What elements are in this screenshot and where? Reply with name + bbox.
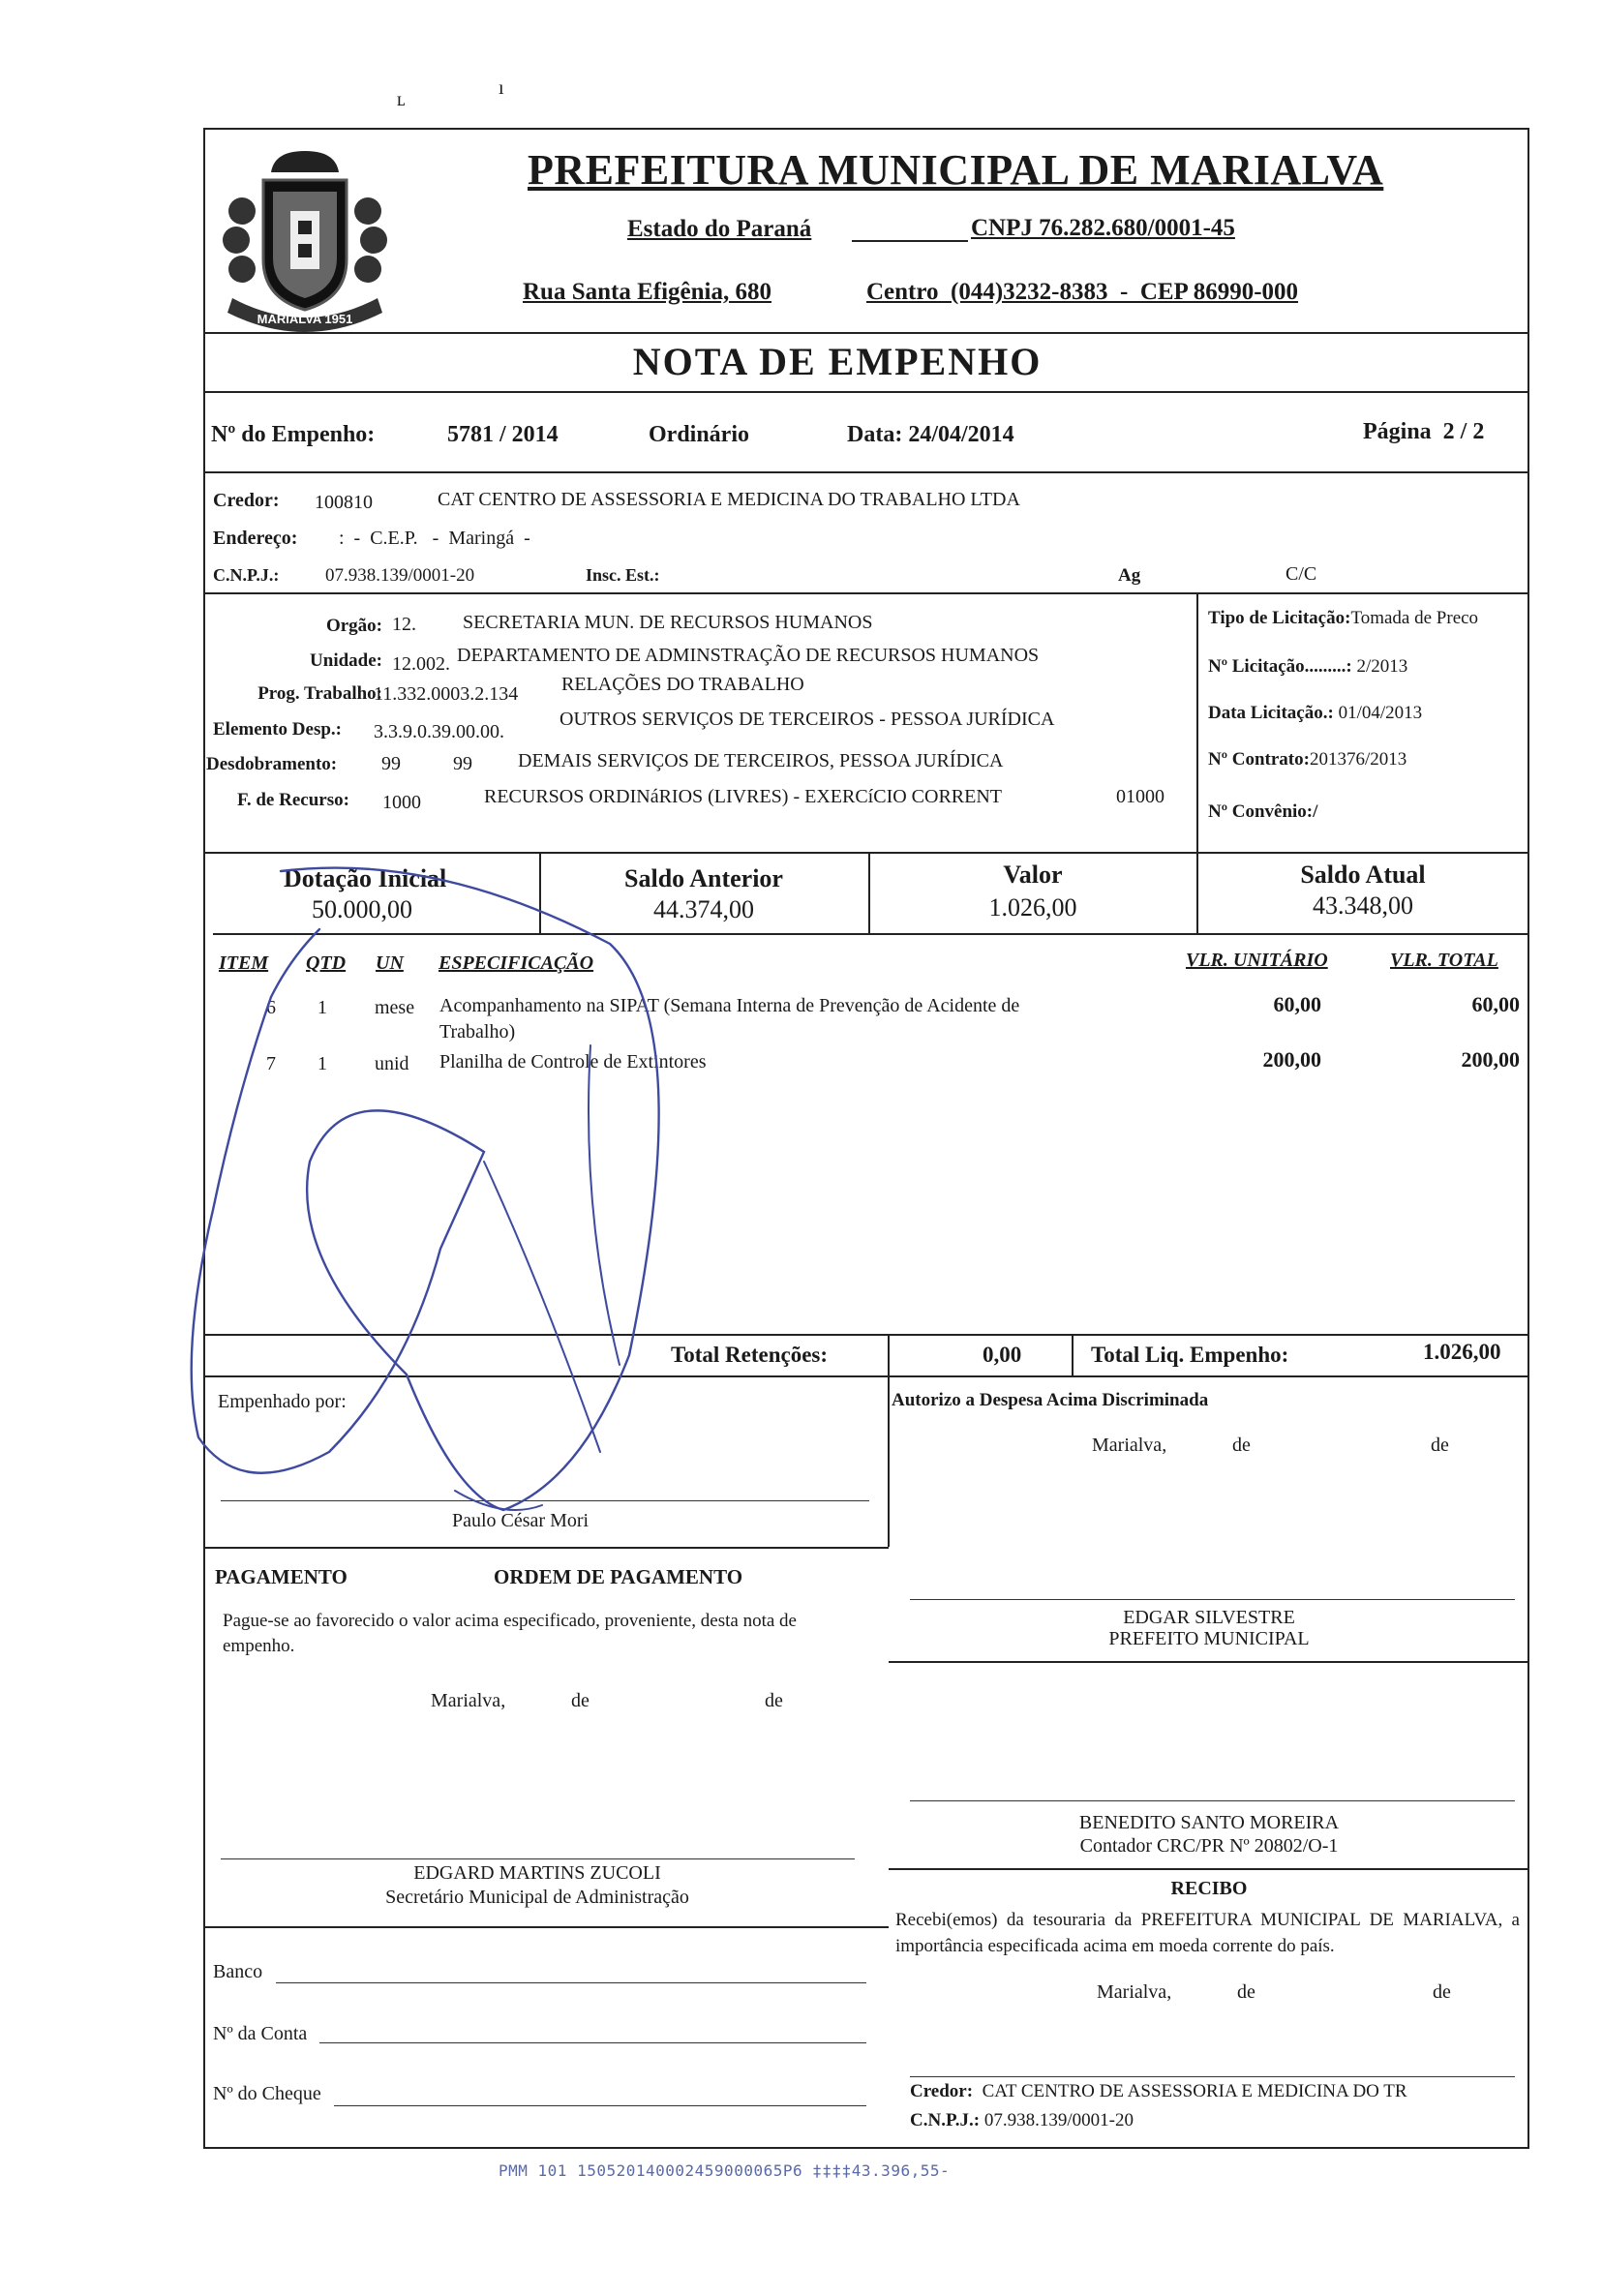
- svg-text:MARIALVA 1951: MARIALVA 1951: [257, 312, 353, 326]
- item-spec: Acompanhamento na SIPAT (Semana Interna de Prevenção de Acidente de: [439, 995, 1020, 1016]
- signature-line: [910, 1599, 1515, 1600]
- cheque-label: Nº do Cheque: [213, 2083, 321, 2104]
- item-total: 60,00: [1471, 992, 1520, 1016]
- licitacao-date: Data Licitação.: 01/04/2013: [1208, 703, 1423, 723]
- divider: [203, 592, 1529, 594]
- secretary-title: Secretário Municipal de Administração: [385, 1887, 689, 1908]
- licitacao-type: Tipo de Licitação:Tomada de Preco: [1208, 608, 1479, 628]
- desdobramento-code: 99: [381, 753, 401, 774]
- item-total: 200,00: [1461, 1047, 1520, 1072]
- banco-field[interactable]: [276, 1982, 866, 1983]
- licitacao-number: Nº Licitação.........: 2/2013: [1208, 656, 1408, 677]
- address-street: Rua Santa Efigênia, 680: [523, 279, 771, 305]
- autorizo-text: Autorizo a Despesa Acima Discriminada: [892, 1390, 1209, 1410]
- item-spec-cont: Trabalho): [439, 1021, 516, 1042]
- col-qtd: QTD: [306, 952, 347, 974]
- col-unit-price: VLR. UNITÁRIO: [1186, 950, 1328, 971]
- item-unit: mese: [375, 997, 415, 1018]
- recurso-name: RECURSOS ORDINáRIOS (LIVRES) - EXERCíCIO CORRENT: [484, 786, 1003, 807]
- recibo-city: Marialva,: [1097, 1981, 1172, 2003]
- recurso-label: F. de Recurso:: [237, 790, 349, 810]
- autorizo-de: de: [1232, 1435, 1251, 1456]
- saldo-anterior-label: Saldo Anterior: [624, 864, 783, 892]
- signature-line: [910, 2076, 1515, 2077]
- contract-number: Nº Contrato:201376/2013: [1208, 749, 1407, 770]
- credor-name: CAT CENTRO DE ASSESSORIA E MEDICINA DO TRABALHO LTDA: [438, 489, 1020, 510]
- item-number: 6: [266, 997, 276, 1018]
- pagamento-city: Marialva,: [431, 1690, 506, 1711]
- divider: [203, 332, 1529, 334]
- recibo-cnpj: C.N.P.J.: 07.938.139/0001-20: [910, 2110, 1134, 2130]
- dotacao-value: 50.000,00: [312, 895, 412, 923]
- desdobramento-code: 99: [453, 753, 472, 774]
- cc-label: C/C: [1285, 563, 1317, 585]
- divider: [1072, 1334, 1074, 1375]
- signature-line: [910, 1800, 1515, 1801]
- pagamento-text: Pague-se ao favorecido o valor acima especificado, proveniente, desta nota de empenho.: [223, 1611, 797, 1656]
- dotacao-label: Dotação Inicial: [284, 864, 447, 892]
- elemento-name: OUTROS SERVIÇOS DE TERCEIROS - PESSOA JURÍDICA: [560, 709, 1055, 730]
- cnpj-header: CNPJ 76.282.680/0001-45: [971, 215, 1235, 241]
- item-number: 7: [266, 1053, 276, 1074]
- item-unit: unid: [375, 1053, 409, 1074]
- recurso-code: 1000: [382, 792, 421, 813]
- accountant-name: BENEDITO SANTO MOREIRA: [1078, 1812, 1340, 1833]
- empenho-type: Ordinário: [649, 422, 750, 447]
- divider: [889, 1661, 1529, 1663]
- header-underline: [852, 240, 968, 242]
- credor-label: Credor:: [213, 490, 280, 511]
- signer-name: Paulo César Mori: [452, 1510, 590, 1531]
- col-total: VLR. TOTAL: [1390, 950, 1498, 971]
- retencoes-label: Total Retenções:: [671, 1343, 829, 1367]
- cheque-field[interactable]: [334, 2105, 866, 2106]
- empenho-number-label: Nº do Empenho:: [211, 422, 376, 447]
- coat-of-arms-seal-icon: [213, 143, 397, 342]
- liquido-value: 1.026,00: [1423, 1340, 1501, 1364]
- elemento-code: 3.3.9.0.39.00.00.: [374, 721, 504, 742]
- col-spec: ESPECIFICAÇÃO: [439, 952, 594, 974]
- pagamento-label: PAGAMENTO: [215, 1565, 348, 1588]
- orgao-name: SECRETARIA MUN. DE RECURSOS HUMANOS: [463, 612, 873, 633]
- item-qty: 1: [318, 997, 327, 1018]
- divider: [888, 1334, 890, 1547]
- divider: [203, 391, 1529, 393]
- cnpj-value: 07.938.139/0001-20: [325, 565, 475, 586]
- retencoes-value: 0,00: [983, 1343, 1022, 1367]
- pagamento-de: de: [571, 1690, 590, 1711]
- autorizo-city: Marialva,: [1092, 1435, 1167, 1456]
- conta-label: Nº da Conta: [213, 2023, 308, 2044]
- desdobramento-label: Desdobramento:: [206, 754, 338, 774]
- unidade-code: 12.002.: [392, 653, 450, 675]
- unidade-label: Unidade:: [310, 650, 382, 671]
- orgao-code: 12.: [392, 614, 416, 635]
- pagamento-de: de: [765, 1690, 783, 1711]
- item-unit-price: 200,00: [1262, 1047, 1321, 1072]
- liquido-label: Total Liq. Empenho:: [1091, 1343, 1289, 1367]
- state-name: Estado do Paraná: [627, 216, 812, 242]
- desdobramento-name: DEMAIS SERVIÇOS DE TERCEIROS, PESSOA JURÍDICA: [518, 750, 1004, 771]
- elemento-label: Elemento Desp.:: [213, 719, 342, 740]
- accountant-title: Contador CRC/PR Nº 20802/O-1: [1079, 1835, 1339, 1857]
- orgao-label: Orgão:: [325, 616, 382, 636]
- item-spec: Planilha de Controle de Extintores: [439, 1051, 707, 1072]
- saldo-anterior-value: 44.374,00: [653, 895, 754, 923]
- recibo-de: de: [1433, 1981, 1451, 2003]
- address-value: : - C.E.P. - Maringá -: [339, 528, 530, 549]
- item-unit-price: 60,00: [1273, 992, 1321, 1016]
- recurso-code-2: 01000: [1116, 786, 1164, 807]
- autorizo-de: de: [1431, 1435, 1449, 1456]
- credor-code: 100810: [315, 492, 373, 513]
- scan-mark: ı: [499, 77, 504, 99]
- divider: [889, 1868, 1529, 1870]
- footer-code: PMM 101 150520140002459000065P6 ‡‡‡‡43.396,55-: [499, 2161, 951, 2180]
- page-number: Página 2 / 2: [1363, 419, 1485, 444]
- cnpj-label: C.N.P.J.:: [213, 565, 280, 585]
- divider: [203, 1926, 889, 1928]
- conta-field[interactable]: [319, 2042, 866, 2043]
- divider: [203, 471, 1529, 473]
- recibo-credor: Credor: CAT CENTRO DE ASSESSORIA E MEDICINA DO TR: [910, 2081, 1407, 2101]
- signature-line: [221, 1858, 855, 1859]
- saldo-atual-label: Saldo Atual: [1300, 861, 1426, 889]
- divider: [203, 1334, 1529, 1336]
- unidade-name: DEPARTAMENTO DE ADMINSTRAÇÃO DE RECURSOS HUMANOS: [457, 645, 1040, 666]
- valor-value: 1.026,00: [988, 893, 1077, 921]
- signature-line: [221, 1500, 869, 1501]
- insc-est-label: Insc. Est.:: [586, 565, 660, 585]
- document-title: NOTA DE EMPENHO: [632, 340, 1043, 383]
- prog-code: 11.332.0003.2.134: [374, 683, 519, 705]
- divider: [1196, 592, 1198, 852]
- col-item: ITEM: [219, 952, 269, 974]
- empenho-number: 5781 / 2014: [447, 422, 559, 447]
- municipality-title: PREFEITURA MUNICIPAL DE MARIALVA: [528, 146, 1384, 194]
- scan-mark: ʟ: [397, 89, 406, 110]
- banco-label: Banco: [213, 1961, 263, 1982]
- address-details: Centro (044)3232-8383 - CEP 86990-000: [866, 279, 1299, 305]
- recibo-title: RECIBO: [1170, 1878, 1248, 1899]
- prog-name: RELAÇÕES DO TRABALHO: [561, 674, 804, 695]
- empenho-date: Data: 24/04/2014: [847, 422, 1014, 447]
- valor-label: Valor: [1003, 861, 1063, 889]
- mayor-title: PREFEITO MUNICIPAL: [1108, 1628, 1310, 1649]
- prog-label: Prog. Trabalho:: [257, 683, 382, 704]
- recibo-de: de: [1237, 1981, 1255, 2003]
- mayor-name: EDGAR SILVESTRE: [1123, 1607, 1295, 1628]
- recibo-text: Recebi(emos) da tesouraria da PREFEITURA MUNICIPAL DE MARIALVA, a importância especificada acima em moeda corrente do país.: [895, 1910, 1520, 1956]
- col-un: UN: [376, 952, 404, 974]
- ag-label: Ag: [1118, 565, 1141, 586]
- divider: [203, 1375, 1529, 1377]
- ordem-pagamento-label: ORDEM DE PAGAMENTO: [494, 1565, 743, 1588]
- item-qty: 1: [318, 1053, 327, 1074]
- convenio-label: Nº Convênio:/: [1208, 801, 1318, 822]
- saldo-atual-value: 43.348,00: [1313, 891, 1413, 920]
- divider: [203, 1547, 889, 1549]
- empenhado-label: Empenhado por:: [218, 1391, 347, 1412]
- secretary-name: EDGARD MARTINS ZUCOLI: [413, 1862, 661, 1884]
- address-label: Endereço:: [213, 528, 298, 549]
